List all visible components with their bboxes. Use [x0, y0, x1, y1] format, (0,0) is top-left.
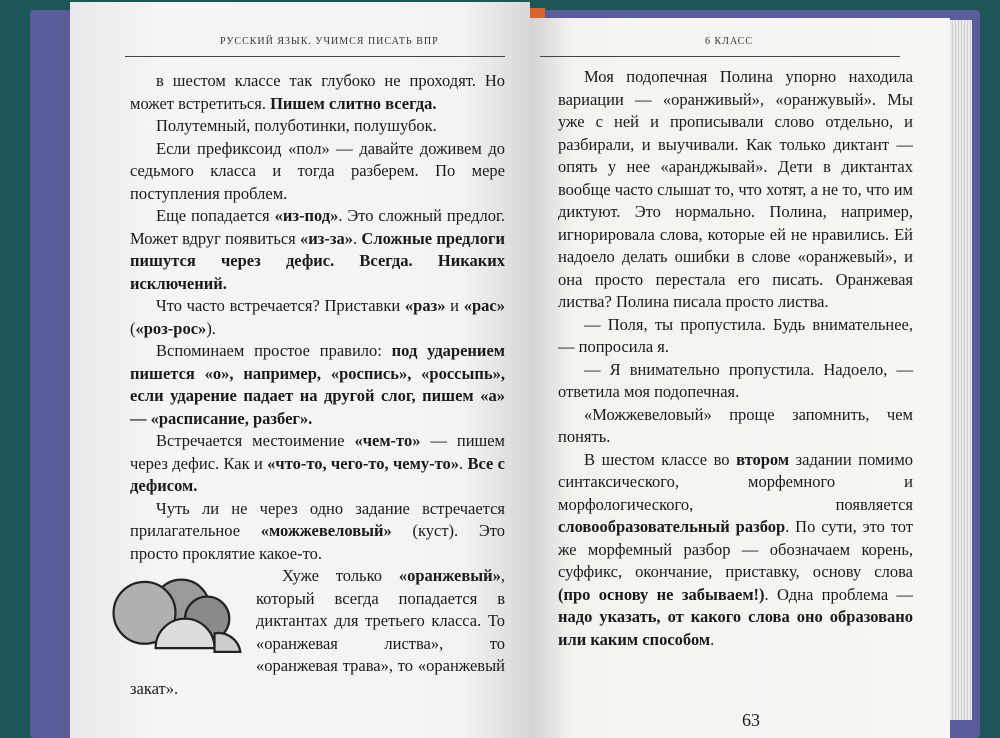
left-page-text	[130, 70, 505, 700]
paragraph	[130, 205, 505, 295]
text-run: ).	[206, 318, 216, 338]
bold-text: надо указать, от какого слова оно образовано или каким способом	[558, 607, 913, 649]
text-run: .	[710, 629, 715, 649]
text-run: В шестом классе во	[584, 449, 737, 469]
bold-text: «из-за»	[300, 228, 354, 248]
bold-text: под ударением пишется «о», например, «роспись», «россыпь», если ударение падает на другой слог, пишем «а» — «расписание, разбег».	[130, 341, 505, 428]
page-number: 63	[742, 710, 760, 730]
bold-text: «чем-то»	[354, 431, 421, 450]
text-run: .	[459, 453, 468, 473]
text-run: — пишем через дефис. Как и	[130, 431, 505, 473]
paragraph	[130, 430, 505, 498]
text-run: Встречается местоимение	[156, 431, 355, 450]
paragraph	[130, 138, 505, 206]
text-run: Вспоминаем простое правило:	[156, 341, 392, 360]
paragraph	[558, 314, 913, 359]
bold-text: Сложные предлоги пишутся через дефис. Всегда. Никаких исключений.	[130, 228, 505, 293]
text-run: Моя подопечная Полина упорно находила вариации — «оранживый», «оранжувый». Мы уже с ней и прописывали слово отдельно, и разбирали, и выучивали. Как только диктант — опять у нее «аранджывай». Дети в диктантах вообще часто слышат то, что хотят, а не то, что им диктуют. Это нормально. Полина, например, игнорировала слова, которые ей не нравились. Ей надоело делать ошибки в слове «оранжевый», и она просто перестала его писать. Оранжевая листва? Полина писала просто листва.	[558, 67, 913, 311]
text-run: . Одна проблема —	[764, 584, 913, 604]
bold-text: «оранжевый»	[398, 566, 501, 585]
text-run: , который всегда попадается в диктантах для третьего класса. То «оранжевая листва», то «оранжевая трава», то «оранжевый закат».	[130, 566, 505, 698]
paragraph	[130, 115, 505, 138]
paragraph	[558, 66, 913, 314]
header-rule	[540, 56, 900, 57]
page-edges	[950, 20, 972, 720]
paragraph	[130, 565, 505, 700]
bold-text: «из-под»	[274, 206, 339, 225]
oranges-illustration	[104, 569, 244, 661]
paragraph	[130, 498, 505, 566]
right-page	[530, 18, 950, 738]
paragraph	[130, 340, 505, 430]
paragraph	[130, 295, 505, 340]
bold-text: втором	[736, 449, 790, 469]
left-page	[70, 2, 530, 738]
text-run: и	[445, 296, 464, 315]
text-run: — Я внимательно пропустила. Надоело, — ответила моя подопечная.	[558, 359, 913, 401]
bold-text: «роз-рос»	[135, 318, 207, 338]
text-run: Хуже только	[282, 566, 399, 585]
text-run: . Это сложный предлог. Может вдруг появиться	[130, 206, 505, 248]
bold-text: «можжевеловый»	[260, 521, 392, 540]
paragraph	[558, 359, 913, 404]
bold-text: Пишем слитно всегда.	[270, 93, 437, 113]
text-run: .	[353, 228, 362, 248]
bold-text: «раз»	[404, 296, 446, 315]
bold-text: «рас»	[463, 296, 505, 315]
running-head-left: РУССКИЙ ЯЗЫК. УЧИМСЯ ПИСАТЬ ВПР	[220, 36, 439, 47]
running-head-right: 6 КЛАСС	[705, 36, 754, 47]
text-run: (куст). Это просто проклятие какое-то.	[130, 521, 505, 563]
text-run: Если префиксоид «пол» — давайте доживем до седьмого класса и тогда разберем. По мере поступления проблем.	[130, 138, 505, 203]
paragraph	[558, 449, 913, 652]
text-run: Полутемный, полуботинки, полушубок.	[156, 116, 437, 135]
header-rule	[125, 56, 505, 57]
paragraph	[130, 70, 505, 115]
text-run: «Можжевеловый» проще запомнить, чем понять.	[558, 404, 913, 446]
bold-text: словообразовательный разбор	[558, 517, 786, 536]
bold-text: (про основу не забываем!)	[558, 584, 765, 604]
text-run: — Поля, ты пропустила. Будь внимательнее, — попросила я.	[558, 314, 913, 356]
text-run: Чуть ли не через одно задание встречается прилагательное	[130, 498, 505, 540]
text-run: Еще попадается	[156, 206, 275, 225]
bold-text: Все с дефисом.	[130, 453, 505, 495]
text-run: задании помимо синтаксического, морфемного и морфологического, появляется	[558, 449, 914, 514]
right-page-text	[558, 66, 913, 651]
bold-text: «что-то, чего-то, чему-то»	[267, 453, 459, 473]
text-run: . По сути, это тот же морфемный разбор — обозначаем корень, суффикс, окончание, приставку, основу слова	[558, 517, 913, 581]
paragraph	[558, 404, 913, 449]
text-run: Что часто встречается? Приставки	[156, 296, 405, 315]
text-run: (	[130, 318, 136, 338]
text-run: в шестом классе так глубоко не проходят. Но может встретиться.	[130, 71, 505, 113]
